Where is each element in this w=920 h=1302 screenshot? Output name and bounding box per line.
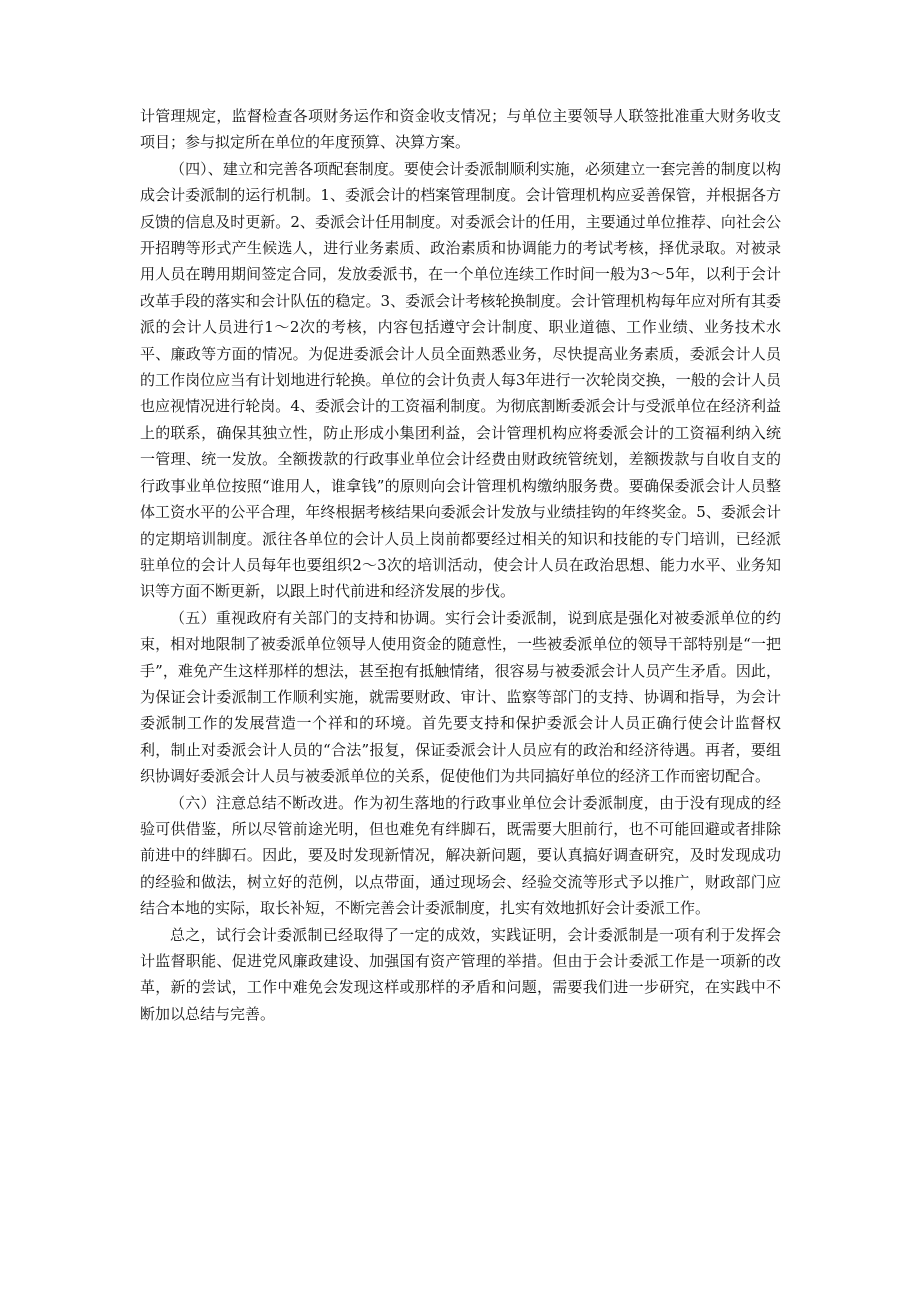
paragraph-section-5: （五）重视政府有关部门的支持和协调。实行会计委派制，说到底是强化对被委派单位的约束，相对地限制了被委派单位领导人使用资金的随意性，一些被委派单位的领导干部特别是“一把手”，难免产生这样那样的想法，甚至抱有抵触情绪，很容易与被委派会计人员产生矛盾。因此，为保证会计委派制工作顺利实施，就需要财政、审计、监察等部门的支持、协调和指导，为会计委派制工作的发展营造一个祥和的环境。首先要支持和保护委派会计人员正确行使会计监督权利，制止对委派会计人员的“合法”报复，保证委派会计人员应有的政治和经济待遇。再者，要组织协调好委派会计人员与被委派单位的关系，促使他们为共同搞好单位的经济工作而密切配合。	[140, 608, 781, 786]
paragraph-continuation: 计管理规定，监督检查各项财务运作和资金收支情况；与单位主要领导人联签批准重大财务收支项目；参与拟定所在单位的年度预算、决算方案。	[140, 107, 781, 152]
document-page	[140, 103, 781, 1027]
paragraph-conclusion: 总之，试行会计委派制已经取得了一定的成效，实践证明，会计委派制是一项有利于发挥会计监督职能、促进党风廉政建设、加强国有资产管理的举措。但由于会计委派工作是一项新的改革，新的尝试，工作中难免会发现这样或那样的矛盾和问题，需要我们进一步研究，在实践中不断加以总结与完善。	[140, 925, 781, 1023]
paragraph-section-4: （四）、建立和完善各项配套制度。要使会计委派制顺利实施，必须建立一套完善的制度以构成会计委派制的运行机制。1、委派会计的档案管理制度。会计管理机构应妥善保管，并根据各方反馈的信息及时更新。2、委派会计任用制度。对委派会计的任用，主要通过单位推荐、向社会公开招聘等形式产生候选人，进行业务素质、政治素质和协调能力的考试考核，择优录取。对被录用人员在聘用期间签定合同，发放委派书，在一个单位连续工作时间一般为3～5年，以利于会计改革手段的落实和会计队伍的稳定。3、委派会计考核轮换制度。会计管理机构每年应对所有其委派的会计人员进行1～2次的考核，内容包括遵守会计制度、职业道德、工作业绩、业务技术水平、廉政等方面的情况。为促进委派会计人员全面熟悉业务，尽快提高业务素质，委派会计人员的工作岗位应当有计划地进行轮换。单位的会计负责人每3年进行一次轮岗交换，一般的会计人员也应视情况进行轮岗。4、委派会计的工资福利制度。为彻底割断委派会计与受派单位在经济利益上的联系，确保其独立性，防止形成小集团利益，会计管理机构应将委派会计的工资福利纳入统一管理、统一发放。全额拨款的行政事业单位会计经费由财政统管统划，差额拨款与自收自支的行政事业单位按照“谁用人，谁拿钱”的原则向会计管理机构缴纳服务费。要确保委派会计人员整体工资水平的公平合理，年终根据考核结果向委派会计发放与业绩挂钩的年终奖金。5、委派会计的定期培训制度。派往各单位的会计人员上岗前都要经过相关的知识和技能的专门培训，已经派驻单位的会计人员每年也要组织2～3次的培训活动，使会计人员在政治思想、能力水平、业务知识等方面不断更新，以跟上时代前进和经济发展的步伐。	[140, 159, 781, 601]
paragraph-section-6: （六）注意总结不断改进。作为初生落地的行政事业单位会计委派制度，由于没有现成的经验可供借鉴，所以尽管前途光明，但也难免有绊脚石，既需要大胆前行，也不可能回避或者排除前进中的绊脚石。因此，要及时发现新情况，解决新问题，要认真搞好调查研究，及时发现成功的经验和做法，树立好的范例，以点带面，通过现场会、经验交流等形式予以推广，财政部门应结合本地的实际，取长补短，不断完善会计委派制度，扎实有效地抓好会计委派工作。	[140, 793, 781, 918]
